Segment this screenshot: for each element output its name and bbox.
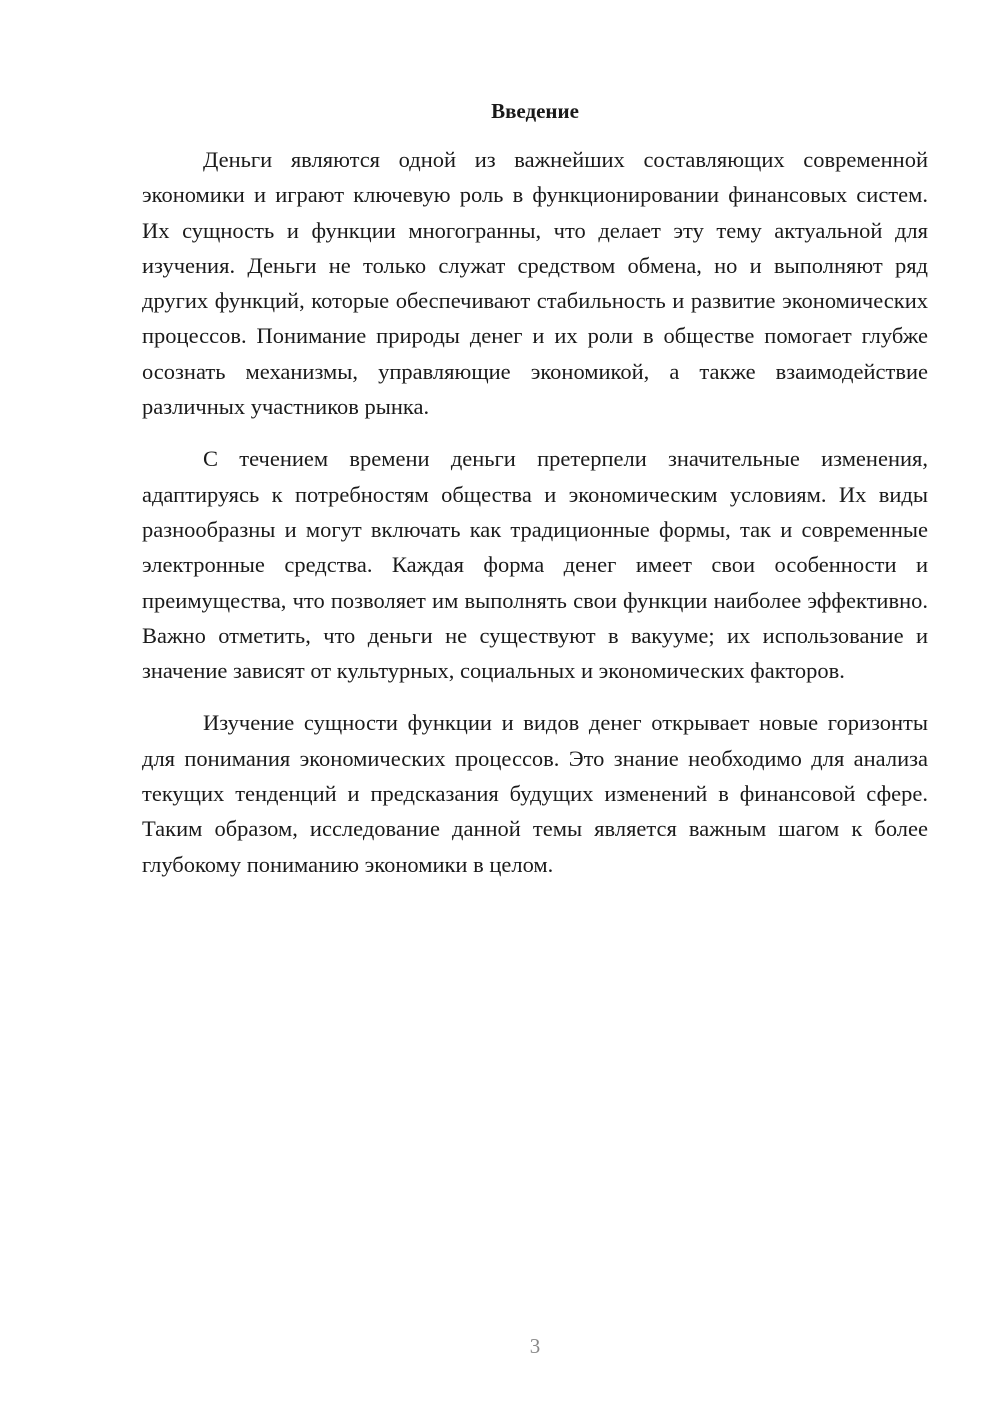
paragraph-1: Деньги являются одной из важнейших составляющих современной экономики и играют ключевую роль в функционировании финансовых систем. Их сущность и функции многогранны, что делает эту тему актуальной для изучения. Деньги не только служат средством обмена, но и выполняют ряд других функций, которые обеспечивают стабильность и развитие экономических процессов. Понимание природы денег и их роли в обществе помогает глубже осознать механизмы, управляющие экономикой, а также взаимодействие различных участников рынка. (142, 147, 928, 420)
page-number: 3 (529, 1334, 541, 1358)
page-title: Введение (491, 99, 579, 123)
body-text (142, 142, 928, 899)
paragraph-3: Изучение сущности функции и видов денег открывает новые горизонты для понимания экономических процессов. Это знание необходимо для анализа текущих тенденций и предсказания будущих изменений в финансовой сфере. Таким образом, исследование данной темы является важным шагом к более глубокому пониманию экономики в целом. (142, 710, 928, 877)
paragraph-2: С течением времени деньги претерпели значительные изменения, адаптируясь к потребностям общества и экономическим условиям. Их виды разнообразны и могут включать как традиционные формы, так и современные электронные средства. Каждая форма денег имеет свои особенности и преимущества, что позволяет им выполнять свои функции наиболее эффективно. Важно отметить, что деньги не существуют в вакууме; их использование и значение зависят от культурных, социальных и экономических факторов. (142, 446, 928, 684)
